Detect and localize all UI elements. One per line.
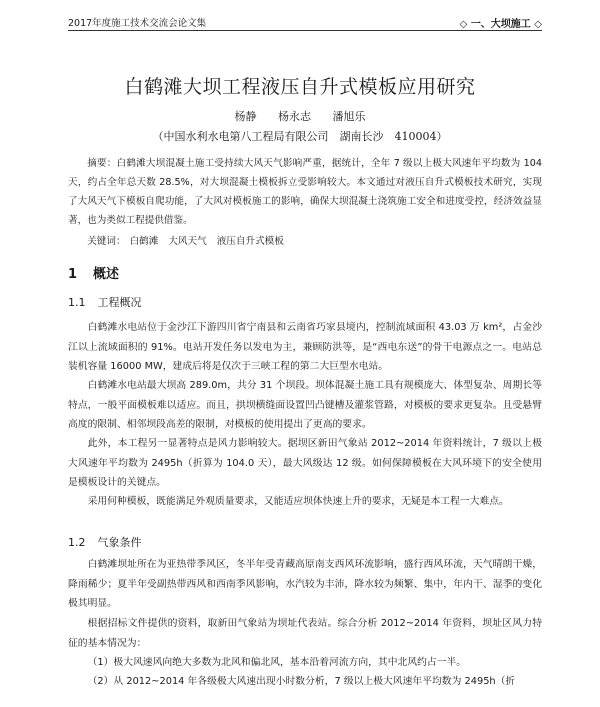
paragraph: 白鹤滩坝址所在为亚热带季风区，冬半年受青藏高原南支西风环流影响，盛行西风环流，天气晴朗干燥，降雨稀少；夏半年受副热带西风和西南季风影响，水汽较为丰沛，降水较为频繁、集中，年内干、湿季的变化极其明显。 — [68, 559, 542, 609]
proceedings-name: 2017年度施工技术交流会论文集 — [68, 18, 207, 29]
abstract — [68, 154, 542, 230]
keywords — [68, 232, 542, 251]
subsection-number: 1.1 — [68, 296, 86, 309]
running-header — [68, 14, 542, 30]
subsection-heading — [68, 534, 142, 550]
subsection-number: 1.2 — [68, 536, 86, 549]
section-number: 1 — [68, 267, 78, 282]
abstract-label: 摘要： — [87, 158, 117, 169]
author: 潘旭乐 — [332, 110, 366, 123]
section-title: 概述 — [93, 267, 120, 282]
abstract-text: 白鹤滩大坝混凝土施工受持续大风天气影响严重，据统计，全年 7 级以上极大风速年平均数为 104 天，约占全年总天数 28.5%，对大坝混凝土模板拆立受影响较大。本文通过对液压自升式模板技术研究，实现了大风天气下模板自爬功能，了大风对模板施工的影响，确保大坝混凝土浇筑施工安全和进度受控，经济效益显著，也为类似工程提供借鉴。 — [68, 158, 542, 226]
keyword: 白鹤滩 — [129, 236, 159, 247]
section-heading — [68, 263, 119, 282]
section-tag — [460, 15, 542, 30]
diamond-icon-end: ◇ — [534, 18, 542, 30]
section-tag-label: 一、大坝施工 — [470, 18, 531, 30]
keywords-label: 关键词： — [87, 236, 126, 247]
author: 杨永志 — [278, 110, 311, 123]
paragraph: 采用何种模板，既能满足外观质量要求，又能适应坝体快速上升的要求，无疑是本工程一大难点。 — [87, 496, 509, 507]
paper-title: 白鹤滩大坝工程液压自升式模板应用研究 — [124, 76, 476, 98]
keyword: 液压自升式模板 — [216, 236, 284, 247]
paragraph: 此外，本工程另一显著特点是风力影响较大。据坝区新田气象站 2012~2014 年资料统计，7 级以上极大风速年平均数为 2495h（折算为 104.0 天），最大风级达 12 级。如何保障模板在大风环境下的安全使用是模板设计的关键点。 — [68, 438, 542, 488]
paragraph: 根据招标文件提供的资料，取新田气象站为坝址代表站。综合分析 2012~2014 年资料，坝址区风力特征的基本情况为： — [68, 618, 542, 649]
paragraph: 白鹤滩水电站最大坝高 289.0m，共分 31 个坝段。坝体混凝土施工具有规模庞大、体型复杂、周期长等特点，一般平面模板难以适应。而且，拱坝横缝面设置凹凸键槽及灌浆管路，对模板的要求更复杂。且受悬臂高度的限制、相邻坝段高差的限制，对模板的使用提出了更高的要求。 — [68, 380, 542, 430]
header-rule — [68, 30, 542, 31]
subsection-title: 气象条件 — [97, 536, 142, 549]
keyword: 大风天气 — [168, 236, 207, 247]
list-item: （2）从 2012~2014 年各级极大风速出现小时数分析，7 级以上极大风速年平均数为 2495h（折 — [87, 676, 516, 687]
affiliation: （中国水利水电第八工程局有限公司 湖南长沙 410004） — [152, 130, 448, 143]
author-list — [0, 108, 600, 124]
paragraph: 白鹤滩水电站位于金沙江下游四川省宁南县和云南省巧家县境内，控制流域面积 43.03 万 km²，占金沙江以上流域面积的 91%。电站开发任务以发电为主，兼顾防洪等，是“西电东送”的骨干电源点之一。电站总装机容量 16000 MW，建成后将是仅次于三峡工程的第二大巨型水电站。 — [68, 322, 542, 372]
subsection-heading — [68, 294, 142, 310]
author: 杨静 — [234, 110, 257, 123]
diamond-icon: ◇ — [459, 18, 468, 30]
list-item: （1）极大风速风向绝大多数为北风和偏北风，基本沿着河流方向，其中北风约占一半。 — [87, 657, 467, 668]
subsection-title: 工程概况 — [97, 296, 142, 309]
